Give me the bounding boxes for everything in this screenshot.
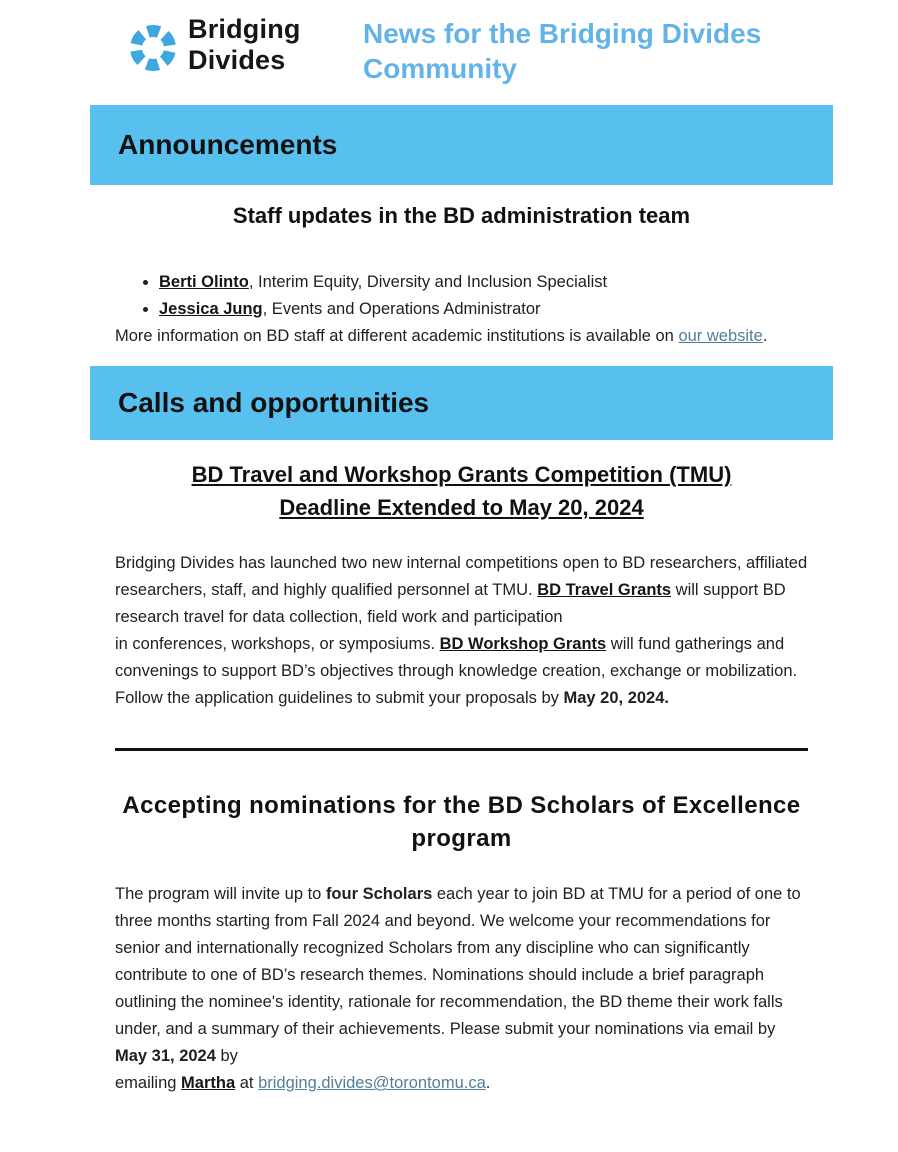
announcements-banner-label: Announcements: [118, 129, 338, 160]
text-segment: The program will invite up to: [115, 885, 326, 903]
text-segment: in conferences, workshops, or symposiums.: [115, 635, 440, 653]
inline-link[interactable]: bridging.divides@torontomu.ca: [258, 1074, 486, 1092]
text-segment: May 31, 2024: [115, 1047, 216, 1065]
scholars-heading: Accepting nominations for the BD Scholars of Excellence program: [122, 792, 801, 852]
calls-banner: [90, 366, 833, 440]
text-segment: , Interim Equity, Diversity and Inclusion Specialist: [248, 273, 608, 291]
logo-word-line1: Bridging: [188, 14, 301, 44]
text-segment: .: [485, 1074, 491, 1092]
tmu-grants-heading-link[interactable]: [115, 458, 808, 524]
tmu-grants-heading-line2: Deadline Extended to May 20, 2024: [279, 495, 644, 520]
staff-list-item: [159, 269, 808, 296]
text-segment: at: [235, 1074, 259, 1092]
text-segment: each year to join BD at TMU for a period of one to three months starting from Fall 2024 and beyond. We welcome your recommendations for senior and internationally recognized Scholars from any discipline who can significantly contribute to one of BD’s research themes. Nominations should include a brief paragraph outlining the nominee's identity, rationale for recommendation, the BD theme their work falls under, and a summary of their achievements. Please submit your nominations via email by: [115, 885, 801, 1038]
newsletter-title-line1: News for the Bridging Divides: [363, 18, 762, 49]
more-info-text: [115, 323, 808, 350]
bridging-divides-logo: [126, 8, 301, 82]
logo-pinwheel-icon: [126, 8, 180, 82]
text-segment: .: [762, 327, 768, 345]
staff-updates-heading: Staff updates in the BD administration team: [232, 203, 691, 228]
announcements-section: [90, 201, 833, 350]
inline-link[interactable]: our website: [678, 327, 763, 345]
staff-list: [115, 269, 808, 323]
text-segment: will support BD research travel for data collection, field work and participation: [115, 581, 786, 626]
newsletter-header: [0, 0, 898, 100]
text-segment: by: [215, 1047, 238, 1065]
calls-section: [90, 458, 833, 1097]
email-body: [90, 105, 833, 1097]
inline-link[interactable]: Berti Olinto: [159, 273, 249, 291]
staff-list-item: [159, 296, 808, 323]
newsletter-title: [363, 16, 803, 86]
section-divider: [115, 748, 808, 751]
text-segment: May 20, 2024.: [563, 689, 669, 707]
text-segment: Bridging Divides has launched two new internal competitions open to BD researchers, affiliated researchers, staff, and highly qualified personnel at TMU.: [115, 554, 808, 599]
logo-wordmark: [188, 14, 301, 76]
announcements-banner: [90, 105, 833, 185]
tmu-grants-heading-line1: BD Travel and Workshop Grants Competition (TMU): [191, 462, 732, 487]
text-segment: will fund gatherings and convenings to support BD’s objectives through knowledge creation, exchange or mobilization. Follow the application guidelines to submit your proposals by: [115, 635, 798, 707]
inline-link[interactable]: Martha: [181, 1074, 236, 1092]
text-segment: emailing: [115, 1074, 182, 1092]
newsletter-title-line2: Community: [363, 53, 517, 84]
text-segment: four Scholars: [325, 885, 433, 903]
text-segment: , Events and Operations Administrator: [262, 300, 541, 318]
logo-word-line2: Divides: [188, 45, 286, 75]
inline-link[interactable]: BD Workshop Grants: [439, 635, 607, 653]
inline-link[interactable]: BD Travel Grants: [537, 581, 672, 599]
text-segment: More information on BD staff at different academic institutions is available on: [115, 327, 679, 345]
calls-banner-label: Calls and opportunities: [118, 387, 430, 418]
scholars-paragraph: [115, 881, 808, 1097]
tmu-grants-paragraph: [115, 550, 808, 712]
inline-link[interactable]: Jessica Jung: [159, 300, 263, 318]
